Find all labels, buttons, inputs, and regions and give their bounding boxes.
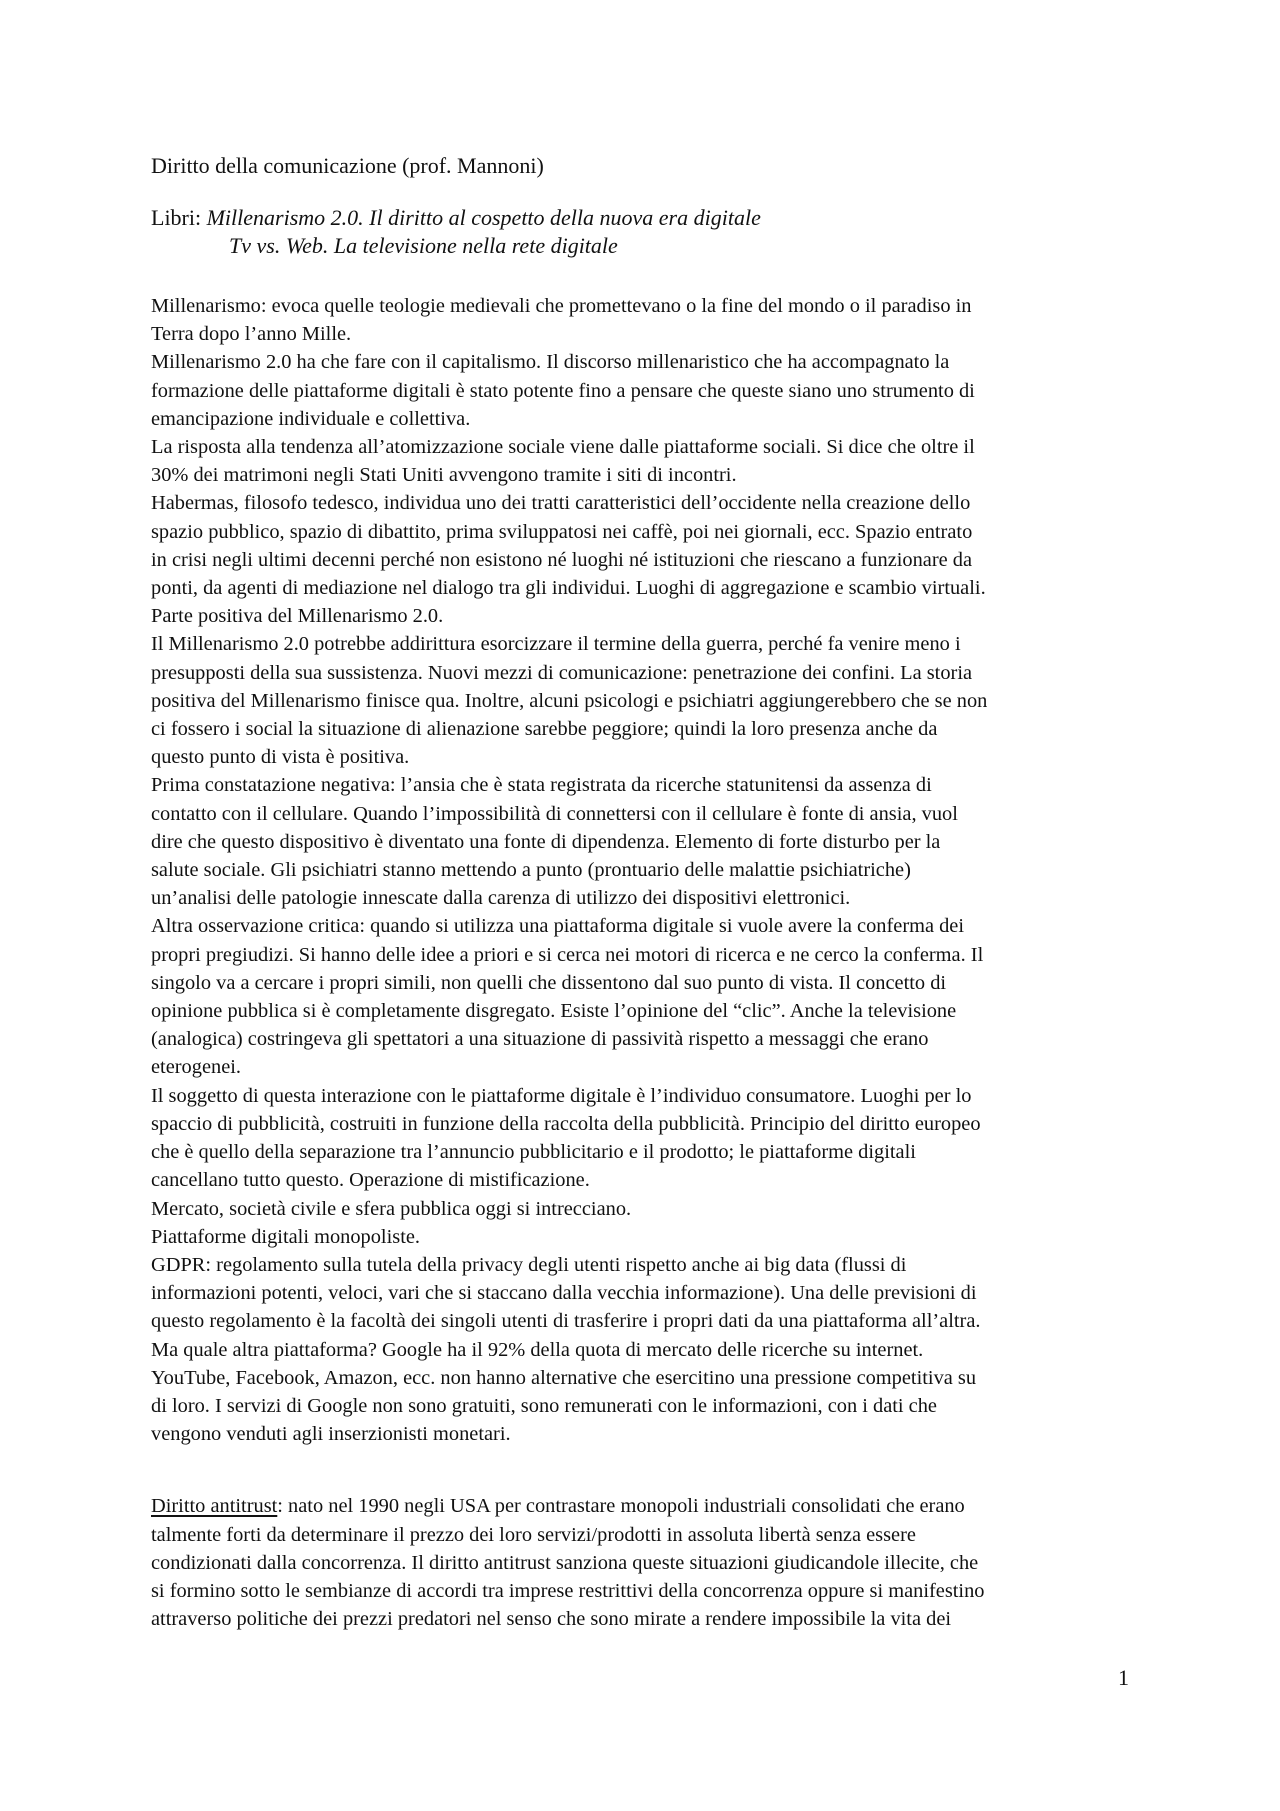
text-line: Terra dopo l’anno Mille.: [151, 323, 352, 346]
text-line: un’analisi delle patologie innescate dalla carenza di utilizzo dei dispositivi elettronici.: [151, 887, 851, 910]
text-line: talmente forti da determinare il prezzo dei loro servizi/prodotti in assoluta libertà senza essere: [151, 1523, 916, 1546]
text-line: formazione delle piattaforme digitali è stato potente fino a pensare che queste siano uno strumento di: [151, 379, 975, 402]
text-line: YouTube, Facebook, Amazon, ecc. non hanno alternative che esercitino una pressione competitiva su: [151, 1366, 977, 1389]
text-line: Ma quale altra piattaforma? Google ha il 92% della quota di mercato delle ricerche su internet.: [151, 1338, 924, 1361]
text-line: attraverso politiche dei prezzi predatori nel senso che sono mirate a rendere impossibile la vita dei: [151, 1608, 952, 1631]
text-line: ci fossero i social la situazione di alienazione sarebbe peggiore; quindi la loro presenza anche da: [151, 718, 938, 741]
text-line: 30% dei matrimoni negli Stati Uniti avvengono tramite i siti di incontri.: [151, 464, 737, 487]
text-line: cancellano tutto questo. Operazione di mistificazione.: [151, 1169, 590, 1192]
text-line: (analogica) costringeva gli spettatori a una situazione di passività rispetto a messaggi che erano: [151, 1028, 929, 1051]
text-line: questo punto di vista è positiva.: [151, 746, 410, 769]
text-line: Piattaforme digitali monopoliste.: [151, 1225, 421, 1248]
text-line: di loro. I servizi di Google non sono gratuiti, sono remunerati con le informazioni, con i dati che: [151, 1394, 937, 1417]
text-line: Millenarismo: evoca quelle teologie medievali che promettevano o la fine del mondo o il paradiso in: [151, 295, 972, 317]
books-list: [151, 204, 761, 260]
antitrust-first-line-text: : nato nel 1990 negli USA per contrastare monopoli industriali consolidati che erano: [277, 1495, 965, 1518]
text-line: Il soggetto di questa interazione con le piattaforme digitale è l’individuo consumatore. Luoghi per lo: [151, 1084, 972, 1107]
document-body: [151, 292, 1131, 1633]
text-line: Mercato, società civile e sfera pubblica oggi si intrecciano.: [151, 1197, 632, 1220]
text-line: Millenarismo 2.0 ha che fare con il capitalismo. Il discorso millenaristico che ha accompagnato la: [151, 351, 950, 374]
text-line: condizionati dalla concorrenza. Il diritto antitrust sanziona queste situazioni giudicandole illecite, che: [151, 1551, 979, 1574]
text-line: ponti, da agenti di mediazione nel dialogo tra gli individui. Luoghi di aggregazione e scambio virtuali.: [151, 577, 986, 600]
text-line: propri pregiudizi. Si hanno delle idee a priori e si cerca nei motori di ricerca e ne cerco la conferma. Il: [151, 943, 984, 966]
book-title-1: Millenarismo 2.0. Il diritto al cospetto della nuova era digitale: [206, 205, 761, 230]
text-line: emancipazione individuale e collettiva.: [151, 407, 471, 430]
text-line: Habermas, filosofo tedesco, individua uno dei tratti caratteristici dell’occidente nella creazione dello: [151, 492, 971, 515]
book-row-1: [151, 204, 761, 232]
document-title: Diritto della comunicazione (prof. Mannoni): [151, 153, 544, 178]
paragraph-gap: [151, 1448, 1131, 1492]
text-line: salute sociale. Gli psichiatri stanno mettendo a punto (prontuario delle malattie psichiatriche): [151, 859, 911, 882]
antitrust-first-line: [151, 1492, 1131, 1520]
books-label: Libri:: [151, 205, 207, 230]
text-line: GDPR: regolamento sulla tutela della privacy degli utenti rispetto anche ai big data (flussi di: [151, 1253, 907, 1276]
text-line: questo regolamento è la facoltà dei singoli utenti di trasferire i propri dati da una piattaforma all’altra.: [151, 1310, 981, 1333]
text-line: si formino sotto le sembianze di accordi tra imprese restrittivi della concorrenza oppure si manifestino: [151, 1579, 985, 1602]
book-row-2: [151, 232, 761, 260]
text-line: contatto con il cellulare. Quando l’impossibilità di connettersi con il cellulare è fonte di ansia, vuol: [151, 802, 958, 825]
text-line: Prima constatazione negativa: l’ansia che è stata registrata da ricerche statunitensi da assenza di: [151, 774, 932, 797]
text-line: Parte positiva del Millenarismo 2.0.: [151, 605, 444, 628]
text-line: spazio pubblico, spazio di dibattito, prima sviluppatosi nei caffè, poi nei giornali, ecc. Spazio entrato: [151, 520, 973, 543]
text-line: eterogenei.: [151, 1056, 242, 1079]
text-line: singolo va a cercare i propri simili, non quelli che dissentono dal suo punto di vista. Il concetto di: [151, 971, 947, 994]
book-title-2: Tv vs. Web. La televisione nella rete digitale: [229, 233, 618, 258]
text-line: che è quello della separazione tra l’annuncio pubblicitario e il prodotto; le piattaforme digitali: [151, 1141, 916, 1164]
text-line: presupposti della sua sussistenza. Nuovi mezzi di comunicazione: penetrazione dei confini. La storia: [151, 661, 973, 684]
page-number: 1: [1118, 1665, 1129, 1690]
text-line: in crisi negli ultimi decenni perché non esistono né luoghi né istituzioni che riescano a funzionare da: [151, 548, 973, 571]
antitrust-heading: Diritto antitrust: [151, 1495, 278, 1518]
text-line: Il Millenarismo 2.0 potrebbe addirittura esorcizzare il termine della guerra, perché fa venire meno i: [151, 633, 961, 656]
text-line: La risposta alla tendenza all’atomizzazione sociale viene dalle piattaforme sociali. Si dice che oltre il: [151, 436, 975, 459]
text-line: Altra osservazione critica: quando si utilizza una piattaforma digitale si vuole avere la conferma dei: [151, 915, 965, 938]
text-line: dire che questo dispositivo è diventato una fonte di dipendenza. Elemento di forte disturbo per la: [151, 830, 941, 853]
text-line: opinione pubblica si è completamente disgregato. Esiste l’opinione del “clic”. Anche la televisione: [151, 1000, 957, 1023]
text-line: informazioni potenti, veloci, vari che si staccano dalla vecchia informazione). Una delle previsioni di: [151, 1282, 977, 1305]
text-line: vengono venduti agli inserzionisti monetari.: [151, 1423, 511, 1446]
text-line: spaccio di pubblicità, costruiti in funzione della raccolta della pubblicità. Principio del diritto europeo: [151, 1112, 981, 1135]
text-line: positiva del Millenarismo finisce qua. Inoltre, alcuni psicologi e psichiatri aggiungerebbero che se non: [151, 689, 988, 712]
